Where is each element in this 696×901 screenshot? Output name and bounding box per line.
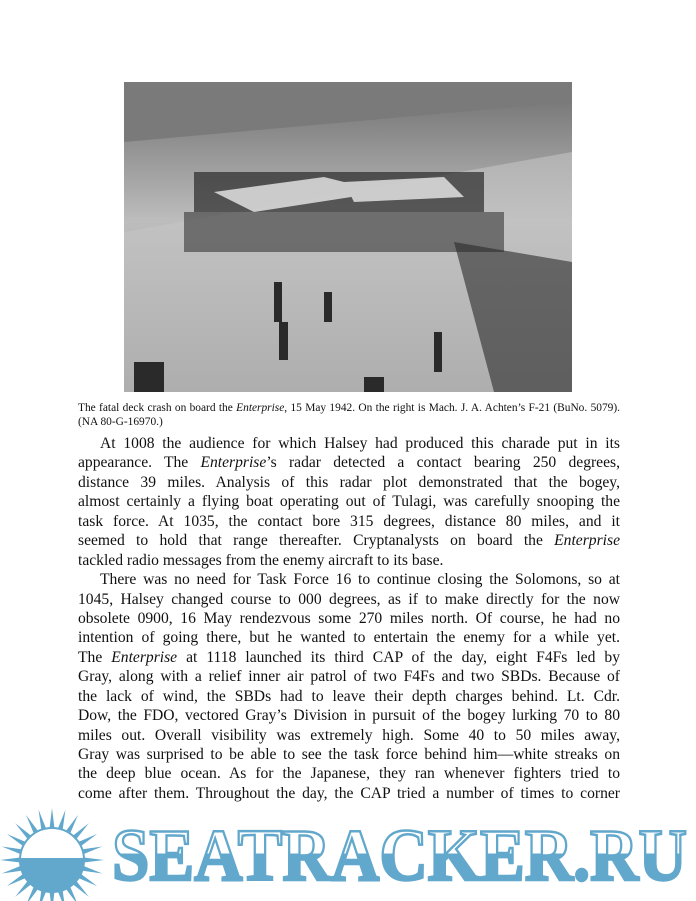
watermark-text: SEATRACKER.RU xyxy=(112,815,687,897)
text-line xyxy=(78,551,620,570)
sun-logo-icon xyxy=(0,808,104,901)
body-text xyxy=(78,434,620,803)
text-line xyxy=(78,453,620,472)
text-line xyxy=(78,473,620,492)
text-line xyxy=(78,434,620,453)
text-run: There was no need for Task Force 16 to continue closing the Solomons, so at xyxy=(100,571,620,589)
text-line xyxy=(78,667,620,686)
italic-ship-name: Enterprise xyxy=(111,648,178,666)
text-run: the deep blue ocean. As for the Japanese, they ran whenever fighters tried to xyxy=(78,765,620,783)
text-line xyxy=(78,784,620,803)
text-run: 1045, Halsey changed course to 000 degrees, as if to make directly for the now xyxy=(78,590,620,608)
text-run: distance 39 miles. Analysis of this radar plot demonstrated that the bogey, xyxy=(78,473,620,491)
text-run: obsolete 0900, 16 May rendezvous some 270 miles north. Of course, he had no xyxy=(78,609,620,627)
text-run: tackled radio messages from the enemy aircraft to its base. xyxy=(78,551,444,569)
text-run: the lack of wind, the SBDs had to leave their depth charges behind. Lt. Cdr. xyxy=(78,687,620,705)
text-run: Gray was surprised to be able to see the task force behind him—white streaks on xyxy=(78,746,620,763)
text-run: at 1118 launched its third CAP of the day, eight F4Fs led by xyxy=(177,648,620,666)
text-run: Dow, the FDO, vectored Gray’s Division in pursuit of the bogey lurking 70 to 80 xyxy=(78,707,620,725)
text-line xyxy=(78,745,620,764)
text-line xyxy=(78,628,620,647)
text-run: almost certainly a flying boat operating out of Tulagi, was carefully snooping the xyxy=(78,493,620,511)
sun-ray xyxy=(49,808,54,830)
seatracker-watermark xyxy=(0,808,696,901)
text-run: intention of going there, but he wanted to entertain the enemy for a while yet. xyxy=(78,629,620,647)
text-line xyxy=(78,590,620,609)
text-run: ’s radar detected a contact bearing 250 degrees, xyxy=(266,454,620,472)
text-line xyxy=(78,609,620,628)
italic-ship-name: Enterprise xyxy=(236,402,285,414)
deck-crash-photo xyxy=(124,82,572,392)
text-line xyxy=(78,648,620,667)
sun-ray xyxy=(0,857,22,862)
italic-ship-name: Enterprise xyxy=(554,532,620,550)
text-line xyxy=(78,492,620,511)
text-run: miles out. Overall visibility was extremely high. Some 40 to 50 miles away, xyxy=(78,726,620,744)
text-line xyxy=(78,531,620,550)
text-run: The xyxy=(78,648,112,666)
text-line xyxy=(78,512,620,531)
text-run: , 15 May 1942. On the right is Mach. J. A. Achten’s F-21 (BuNo. 5079). (NA 80-G-16970.) xyxy=(78,402,621,428)
text-run: At 1008 the audience for which Halsey had produced this charade put in its xyxy=(100,435,620,452)
text-line xyxy=(78,706,620,725)
text-run: The fatal deck crash on board the xyxy=(78,402,237,414)
text-run: task force. At 1035, the contact bore 315 degrees, distance 80 miles, and it xyxy=(78,512,620,530)
text-run: appearance. The xyxy=(78,454,201,472)
sun-ray xyxy=(82,857,104,862)
text-line xyxy=(78,726,620,745)
text-line xyxy=(78,764,620,783)
photo-image xyxy=(124,82,572,392)
italic-ship-name: Enterprise xyxy=(200,454,267,472)
text-line xyxy=(78,687,620,706)
text-run: come after them. Throughout the day, the CAP tried a number of times to corner xyxy=(78,784,620,802)
text-run: Gray, along with a relief inner air patrol of two F4Fs and two SBDs. Because of xyxy=(78,668,620,686)
text-line xyxy=(78,570,620,589)
photo-caption xyxy=(78,401,620,429)
text-run: seemed to hold that range thereafter. Cryptanalysts on board the xyxy=(78,532,555,550)
